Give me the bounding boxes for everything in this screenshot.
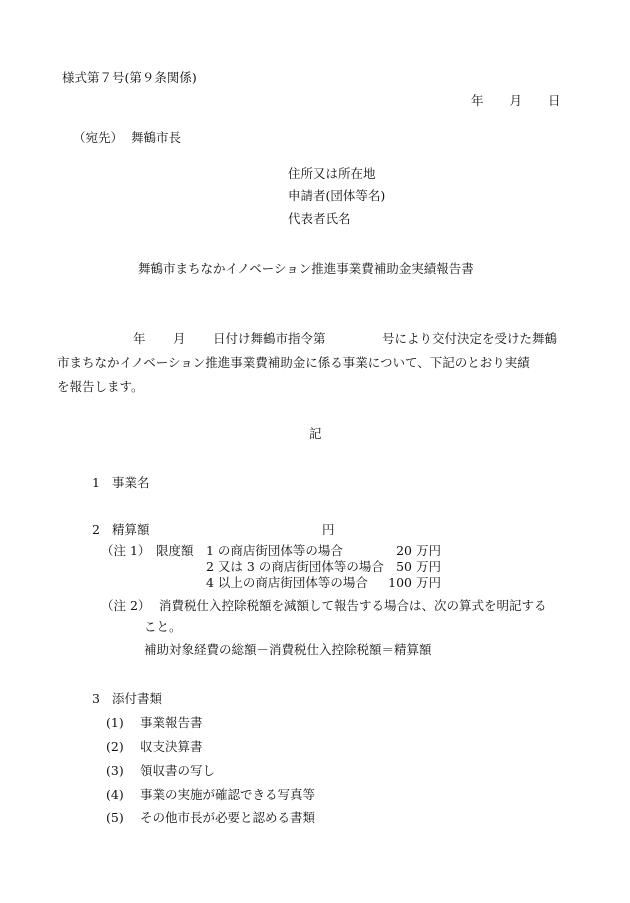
item2-number: 2 [92,522,100,537]
note1-label: （注 1） [101,543,151,558]
attachment-text-2: 収支決算書 [140,739,203,754]
limit-condition-3: 4 以上の商店街団体等の場合 [206,575,368,590]
body-line-2: 市まちなかイノベーション推進事業費補助金に係る事業について、下記のとおり実績 [57,355,530,370]
attachment-text-1: 事業報告書 [140,715,203,730]
form-number: 様式第７号(第９条関係) [62,70,197,85]
item3-number: 3 [92,691,100,706]
addressee [73,132,181,145]
applicant-name-label: 申請者(団体等名) [288,188,386,203]
addressee-prefix: （宛先） [73,130,124,145]
body-line-3: を報告します。 [57,379,144,394]
applicant-address-label: 住所又は所在地 [288,166,376,181]
attachment-number-5: (5) [106,810,124,825]
item1-number: 1 [92,475,100,490]
attachment-number-4: (4) [106,787,124,802]
limit-amount-1: 20 万円 [396,543,441,558]
date-month-label: 月 [509,93,523,108]
note2-label: （注 2） [101,598,151,613]
limit-amount-3: 100 万円 [388,575,441,590]
limit-amount-2: 50 万円 [396,559,441,574]
attachment-text-4: 事業の実施が確認できる写真等 [140,787,316,802]
item1-label: 事業名 [112,475,150,490]
note2-line2: こと。 [144,619,182,634]
attachment-number-1: (1) [106,715,124,730]
item3-label: 添付書類 [112,691,163,706]
body-date-ref: 日付け舞鶴市指令第 [213,331,326,346]
item2-unit: 円 [322,522,335,537]
addressee-name: 舞鶴市長 [131,130,182,145]
attachment-text-5: その他市長が必要と認める書類 [140,810,316,825]
attachment-text-3: 領収書の写し [140,763,216,778]
date-day-label: 日 [548,93,561,108]
note2-line1: 消費税仕入控除税額を減額して報告する場合は、次の算式を明記する [159,598,547,613]
document-title: 舞鶴市まちなかイノベーション推進事業費補助金実績報告書 [138,261,474,276]
item2-label: 精算額 [112,522,150,537]
limit-condition-1: 1 の商店街団体等の場合 [206,543,343,558]
body-month-label: 月 [173,331,186,346]
body-line1-tail: 号により交付決定を受けた舞鶴 [382,331,558,346]
note2-formula: 補助対象経費の総額－消費税仕入控除税額＝精算額 [144,642,432,657]
attachment-number-2: (2) [106,739,124,754]
note1-heading: 限度額 [156,543,194,558]
limit-condition-2: 2 又は 3 の商店街団体等の場合 [206,559,384,574]
date-line [471,95,561,108]
attachment-number-3: (3) [106,763,124,778]
representative-name-label: 代表者氏名 [288,211,351,226]
body-year-label: 年 [133,331,146,346]
ki-heading: 記 [309,426,322,441]
date-year-label: 年 [471,93,484,108]
